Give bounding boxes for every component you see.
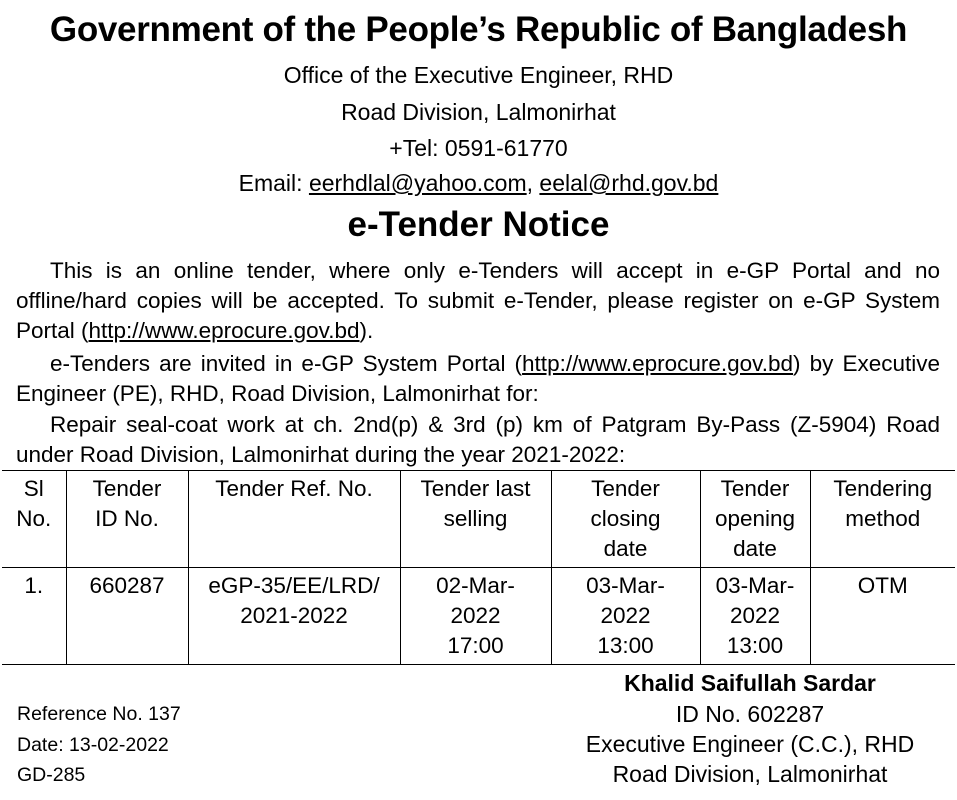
para2-line1-post: ) by Executive: [793, 351, 940, 376]
header-tendering-method: Tendering method: [810, 471, 955, 568]
para1-line2: offline/hard copies will be accepted. To submit e-Tender, please register on e-GP System: [16, 288, 940, 313]
cell-opening-date: 03-Mar- 2022 13:00: [700, 568, 810, 665]
email-label: Email:: [238, 170, 309, 196]
email-separator: ,: [526, 170, 540, 196]
cell-tender-ref: eGP-35/EE/LRD/ 2021-2022: [188, 568, 400, 665]
reference-number: Reference No. 137: [17, 703, 181, 725]
para3-line1: Repair seal-coat work at ch. 2nd(p) & 3rd (p) km of Patgram By-Pass (Z-5904) Road: [50, 412, 940, 437]
office-name: Office of the Executive Engineer, RHD: [283, 62, 674, 88]
para3-line2: under Road Division, Lalmonirhat during the year 2021-2022:: [16, 442, 626, 467]
signatory-division: Road Division, Lalmonirhat: [612, 761, 888, 787]
paragraph-invitation: [16, 349, 940, 409]
para2-line1-pre: e-Tenders are invited in e-GP System Portal (: [50, 351, 523, 376]
eprocure-link-2[interactable]: http://www.eprocure.gov.bd: [522, 351, 794, 376]
header-last-selling: Tender last selling: [400, 471, 551, 568]
cell-tender-id: 660287: [66, 568, 188, 665]
para1-line3-pre: Portal (: [16, 318, 89, 343]
table-row: [2, 568, 955, 665]
paragraph-work-description: [16, 410, 940, 470]
header-closing-date: Tender closing date: [551, 471, 700, 568]
cell-closing-date: 03-Mar- 2022 13:00: [551, 568, 700, 665]
header-tender-ref: Tender Ref. No.: [188, 471, 400, 568]
notice-date: Date: 13-02-2022: [17, 734, 169, 756]
division-name: Road Division, Lalmonirhat: [341, 99, 616, 125]
notice-title: e-Tender Notice: [347, 205, 610, 244]
telephone: +Tel: 0591-61770: [389, 135, 568, 161]
government-title: Government of the People’s Republic of Bangladesh: [49, 10, 908, 49]
signatory-name: Khalid Saifullah Sardar: [624, 670, 876, 696]
para1-line3-post: ).: [359, 318, 374, 343]
eprocure-link-1[interactable]: http://www.eprocure.gov.bd: [88, 318, 360, 343]
email-link-yahoo[interactable]: eerhdlal@yahoo.com: [308, 170, 527, 196]
header-tender-id: Tender ID No.: [66, 471, 188, 568]
paragraph-online-tender: [16, 256, 940, 346]
para2-line2: Engineer (PE), RHD, Road Division, Lalmonirhat for:: [16, 381, 539, 406]
cell-last-selling: 02-Mar- 2022 17:00: [400, 568, 551, 665]
cell-tendering-method: OTM: [810, 568, 955, 665]
para2-line1: [16, 349, 940, 379]
para1-line3: [16, 316, 940, 346]
header-sl-no: Sl No.: [2, 471, 66, 568]
cell-sl-no: 1.: [2, 568, 66, 665]
para1-line1: This is an online tender, where only e-Tenders will accept in e-GP Portal and no: [50, 258, 940, 283]
header-opening-date: Tender opening date: [700, 471, 810, 568]
gd-number: GD-285: [17, 764, 86, 786]
email-link-rhd[interactable]: eelal@rhd.gov.bd: [539, 170, 719, 196]
email-line: [0, 170, 957, 197]
signatory-title: Executive Engineer (C.C.), RHD: [585, 731, 915, 757]
table-header-row: [2, 471, 955, 568]
signatory-id: ID No. 602287: [675, 701, 825, 727]
tender-table: [2, 470, 955, 665]
